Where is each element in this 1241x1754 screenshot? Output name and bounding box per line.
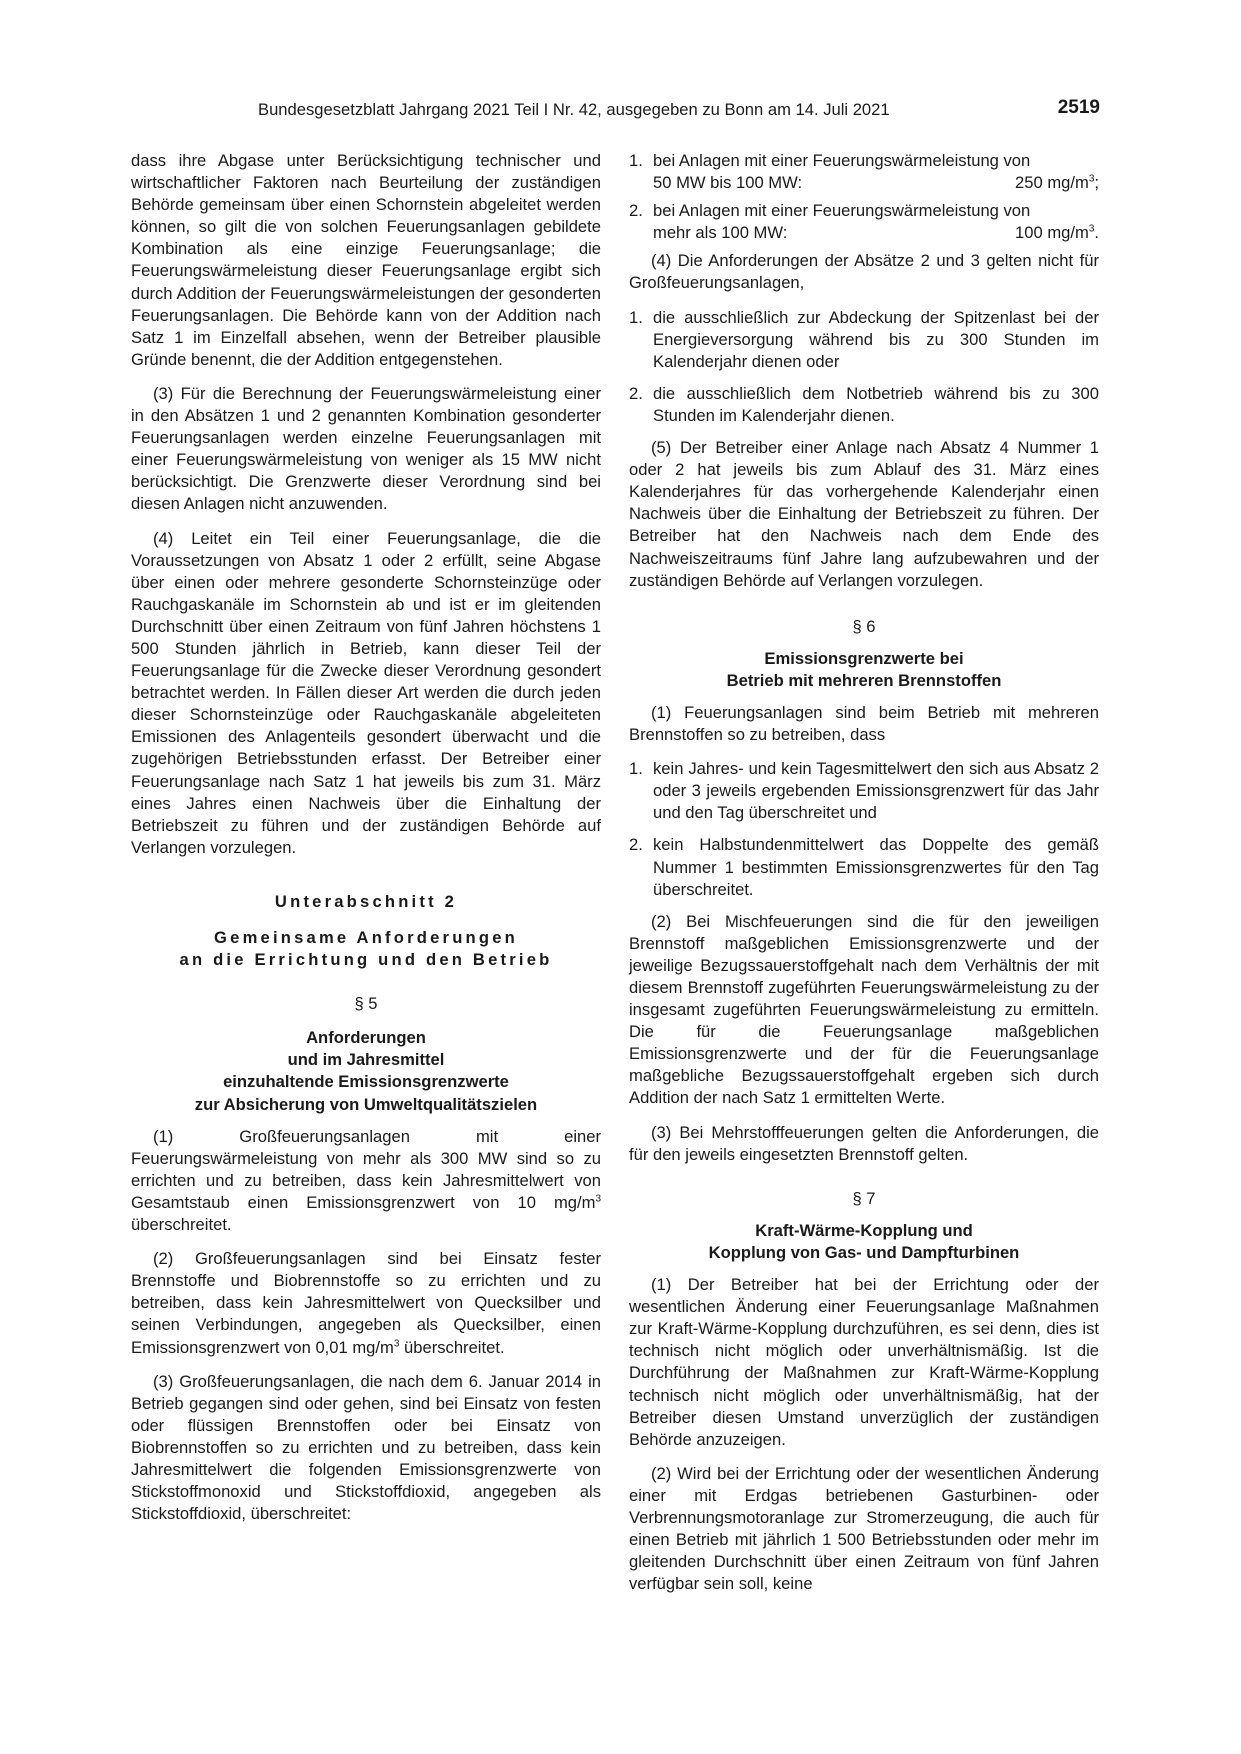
section-label: § 5 [354,994,378,1014]
page-number: 2519 [1057,97,1100,118]
section-title [629,648,1099,692]
subsection-title: an die Errichtung und den Betrieb [179,950,553,970]
list-item: 2. die ausschließlich dem Notbetrieb während bis zu 300 Stunden im Kalenderjahr dienen. [629,383,1099,425]
subsection-title: Gemeinsame Anforderungen [214,928,518,947]
left-column [131,150,601,1537]
section-title-line: einzuhaltende Emissionsgrenzwerte [223,1072,509,1092]
right-column [629,150,1099,1607]
list-item: 1. kein Jahres- und kein Tagesmittelwert den sich aus Absatz 2 oder 3 jeweils ergebenden Emissionsgrenzwert für das Jahr und den Tag überschreitet und [629,759,1099,823]
list-item: 2. kein Halbstundenmittelwert das Doppelte des gemäß Nummer 1 bestimmten Emissionsgrenzwertes für den Tag überschreitet. [629,835,1099,899]
paragraph: (2) Bei Mischfeuerungen sind die für den jeweiligen Brennstoff maßgeblichen Emissionsgrenzwerte und der jeweilige Bezugssauerstoffgehalt nach dem Verhältnis der mit diesem Brennstoff zugeführten Feuerungswärmeleistung zu der insgesamt zugeführten Feuerungswärmeleistung zu ermitteln. Die für die Feuerungsanlage maßgeblichen Emissionsgrenzwerte und der für die Feuerungsanlage maßgebliche Bezugssauerstoffgehalt ergeben sich durch Addition der nach Satz 1 ermittelten Werte. [629,911,1099,1108]
paragraph: (2) Wird bei der Errichtung oder der wesentlichen Änderung einer mit Erdgas betriebenen Gasturbinen- oder Verbrennungsmotoranlage zur Stromerzeugung, die auch für einen Betrieb mit jährlich 1 500 Betriebsstunden oder mehr im gleitenden Durchschnitt über einen Zeitraum von fünf Jahren verfügbar sein soll, keine [629,1463,1099,1594]
section-title-line: und im Jahresmittel [287,1050,445,1070]
paragraph: dass ihre Abgase unter Berücksichtigung technischer und wirtschaftlicher Faktoren nach Beurteilung der zuständigen Behörde gemeinsam über einen Schornstein abgeleitet werden können, so gilt die von solchen Feuerungsanlagen gebildete Kombination als eine einzige Feuerungsanlage; die Feuerungswärmeleistung dieser Feuerungsanlage ergibt sich durch Addition der Feuerungswärmeleistungen der gesonderten Feuerungsanlagen. Die Behörde kann von der Addition nach Satz 1 im Einzelfall absehen, wenn der Betreiber plausible Gründe benennt, die der Addition entgegenstehen. [131,151,601,369]
paragraph: (1) Der Betreiber hat bei der Errichtung oder der wesentlichen Änderung einer Feuerungsanlage Maßnahmen zur Kraft-Wärme-Kopplung durchzuführen, es sei denn, dies ist technisch nicht möglich oder unverhältnismäßig. Ist die Durchführung der Maßnahmen zur Kraft-Wärme-Kopplung technisch nicht möglich oder unverhältnismäßig, hat der Betreiber diesen Umstand unverzüglich der zuständigen Behörde anzuzeigen. [629,1275,1099,1449]
paragraph: (1) Feuerungsanlagen sind beim Betrieb mit mehreren Brennstoffen so zu betreiben, dass [629,702,1099,745]
list-item: 2. bei Anlagen mit einer Feuerungswärmeleistung von mehr als 100 MW: 100 $mg/m^3$. [629,201,1099,243]
section-title [131,1027,601,1115]
list-item: 1. bei Anlagen mit einer Feuerungswärmeleistung von 50 MW bis 100 MW: 250 $mg/m^3$; [629,151,1099,193]
section-title [629,1220,1099,1264]
section-title-line: Kraft-Wärme-Kopplung und [755,1220,973,1240]
section-label: § 7 [852,1188,876,1208]
paragraph: (3) Großfeuerungsanlagen, die nach dem 6. Januar 2014 in Betrieb gegangen sind oder gehen, sind bei Einsatz von festen oder flüssigen Brennstoffen oder bei Einsatz von Biobrennstoffen so zu errichten und zu betreiben, dass kein Jahresmittelwert die folgenden Emissionsgrenzwerte von Stickstoffmonoxid und Stickstoffdioxid, angegeben als Stickstoffdioxid, überschreitet: [131,1371,601,1524]
paragraph: (4) Leitet ein Teil einer Feuerungsanlage, die die Voraussetzungen von Absatz 1 oder 2 erfüllt, seine Abgase über einen oder mehrere gesonderte Schornsteinzüge oder Rauchgaskanäle im Schornstein ab und ist er im gleitenden Durchschnitt über einen Zeitraum von fünf Jahren höchstens 1 500 Stunden jährlich in Betrieb, kann dieser Teil der Feuerungsanlage für die Zwecke dieser Verordnung gesondert betrachtet werden. In Fällen dieser Art werden die durch jeden dieser Schornsteinzüge oder Rauchgaskanäle abgeleiteten Emissionen des Anlagenteils gesondert überwacht und die zugehörigen Betriebsstunden erfasst. Der Betreiber einer Feuerungsanlage nach Satz 1 hat jeweils bis zum 31. März eines Jahres einen Nachweis über die Einhaltung der Betriebszeit zu führen und der zuständigen Behörde auf Verlangen vorzulegen. [131,528,601,857]
section-title-line: Betrieb mit mehreren Brennstoffen [726,670,1002,690]
paragraph: (5) Der Betreiber einer Anlage nach Absatz 4 Nummer 1 oder 2 hat jeweils bis zum Ablauf des 31. März eines Kalenderjahres für das vorhergehende Kalenderjahr einen Nachweis über die Einhaltung der Betriebszeit zu führen. Der Betreiber hat den Nachweis nach dem Ende des Nachweiszeitraums fünf Jahre lang aufzubewahren und der zuständigen Behörde auf Verlangen vorzulegen. [629,438,1099,590]
page-header [0,97,1241,126]
list-item: 1. die ausschließlich zur Abdeckung der Spitzenlast bei der Energieversorgung während bis zu 300 Stunden im Kalenderjahr dienen oder [629,307,1099,371]
section-title-line: Kopplung von Gas- und Dampfturbinen [708,1242,1020,1262]
paragraph: (2) Großfeuerungsanlagen sind bei Einsatz fester Brennstoffe und Biobrennstoffe so zu errichten und zu betreiben, dass kein Jahresmittelwert von Quecksilber und seinen Verbindungen, angegeben als Quecksilber, einen Emissionsgrenzwert von 0,01 $mg/m^3$ überschreitet. [131,1249,601,1357]
paragraph: (1) Großfeuerungsanlagen mit einer Feuerungswärmeleistung von mehr als 300 MW sind so zu errichten und zu betreiben, dass kein Jahresmittelwert von Gesamtstaub einen Emissionsgrenzwert von 10 $mg/m^3$ überschreitet. [131,1126,601,1235]
paragraph: (4) Die Anforderungen der Absätze 2 und 3 gelten nicht für Großfeuerungsanlagen, [629,251,1099,293]
section-title-line: Emissionsgrenzwerte bei [764,648,964,668]
section-title-line: Anforderungen [306,1028,426,1048]
section-title-line: zur Absicherung von Umweltqualitätszielen [194,1094,538,1114]
paragraph: (3) Für die Berechnung der Feuerungswärmeleistung einer in den Absätzen 1 und 2 genannten Kombination gesonderter Feuerungsanlagen werden einzelne Feuerungsanlagen mit einer Feuerungswärmeleistung von weniger als 15 MW nicht berücksichtigt. Die Grenzwerte dieser Verordnung sind bei diesen Anlagen nicht anzuwenden. [131,383,601,514]
subsection-heading: Unterabschnitt 2 [274,891,458,911]
running-header: Bundesgesetzblatt Jahrgang 2021 Teil I Nr. 42, ausgegeben zu Bonn am 14. Juli 2021 [258,100,890,119]
section-label: § 6 [852,616,876,636]
paragraph: (3) Bei Mehrstofffeuerungen gelten die Anforderungen, die für den jeweils eingesetzten Brennstoff gelten. [629,1122,1099,1164]
